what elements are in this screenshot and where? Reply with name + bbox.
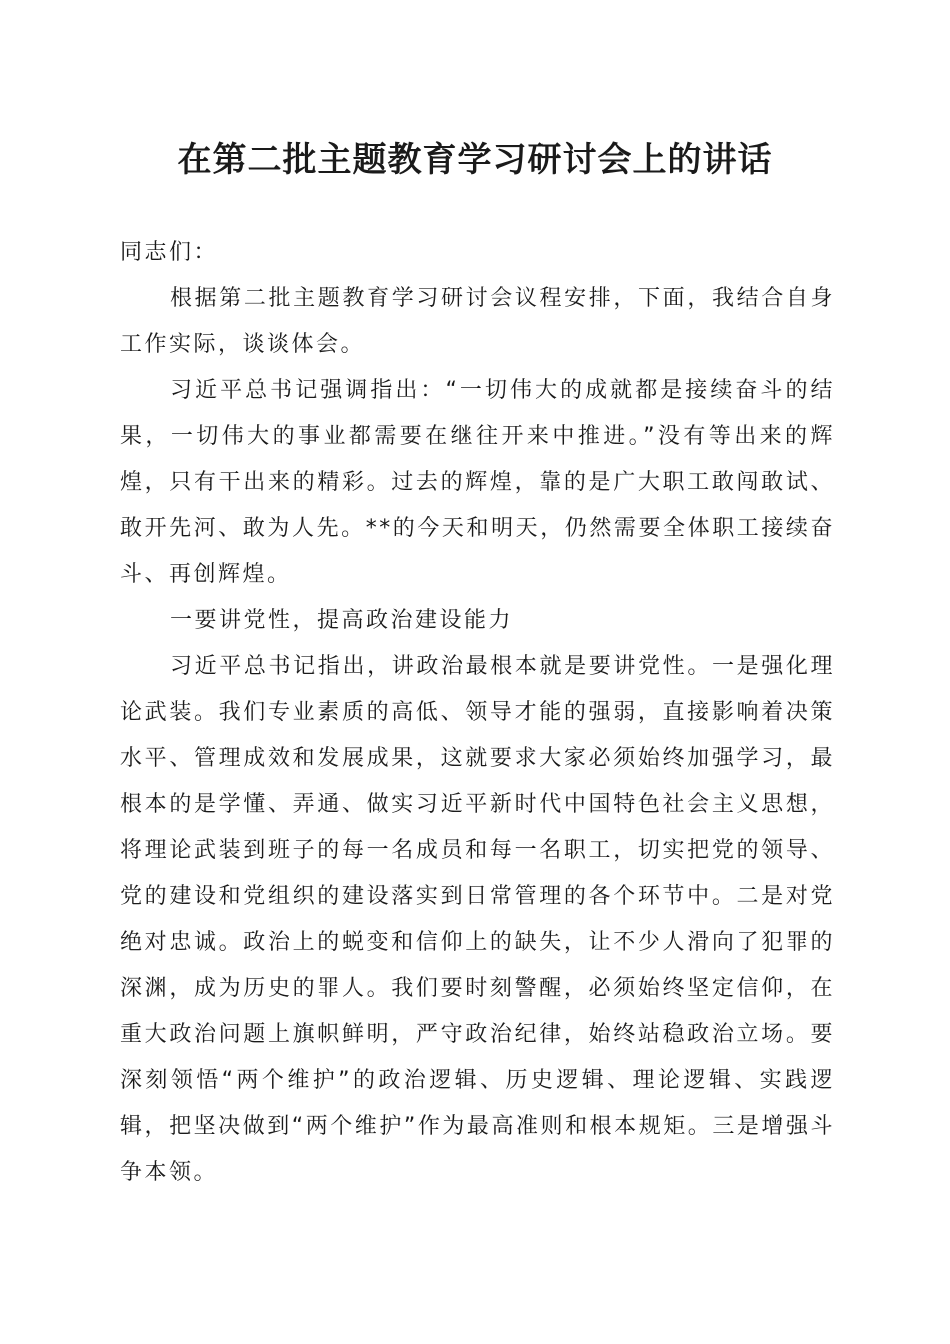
document-body bbox=[120, 230, 835, 1196]
paragraph-party-spirit: 习近平总书记指出，讲政治最根本就是要讲党性。一是强化理论武装。我们专业素质的高低、领导才能的强弱，直接影响着决策水平、管理成效和发展成果，这就要求大家必须始终加强学习，最根本的是学懂、弄通、做实习近平新时代中国特色社会主义思想，将理论武装到班子的每一名成员和每一名职工，切实把党的领导、党的建设和党组织的建设落实到日常管理的各个环节中。二是对党绝对忠诚。政治上的蜕变和信仰上的缺失，让不少人滑向了犯罪的深渊，成为历史的罪人。我们要时刻警醒，必须始终坚定信仰，在重大政治问题上旗帜鲜明，严守政治纪律，始终站稳政治立场。要深刻领悟“两个维护”的政治逻辑、历史逻辑、理论逻辑、实践逻辑，把坚决做到“两个维护”作为最高准则和根本规矩。三是增强斗争本领。 bbox=[120, 654, 835, 1185]
document-title: 在第二批主题教育学习研讨会上的讲话 bbox=[177, 140, 773, 180]
section-heading: 一要讲党性，提高政治建设能力 bbox=[170, 608, 514, 633]
paragraph-intro: 根据第二批主题教育学习研讨会议程安排，下面，我结合自身工作实际，谈谈体会。 bbox=[120, 286, 835, 357]
paragraph-quote: 习近平总书记强调指出：“一切伟大的成就都是接续奋斗的结果，一切伟大的事业都需要在继往开来中推进。”没有等出来的辉煌，只有干出来的精彩。过去的辉煌，靠的是广大职工敢闯敢试、敢开先河、敢为人先。**的今天和明天，仍然需要全体职工接续奋斗、再创辉煌。 bbox=[120, 378, 835, 587]
salutation: 同志们： bbox=[120, 240, 219, 265]
